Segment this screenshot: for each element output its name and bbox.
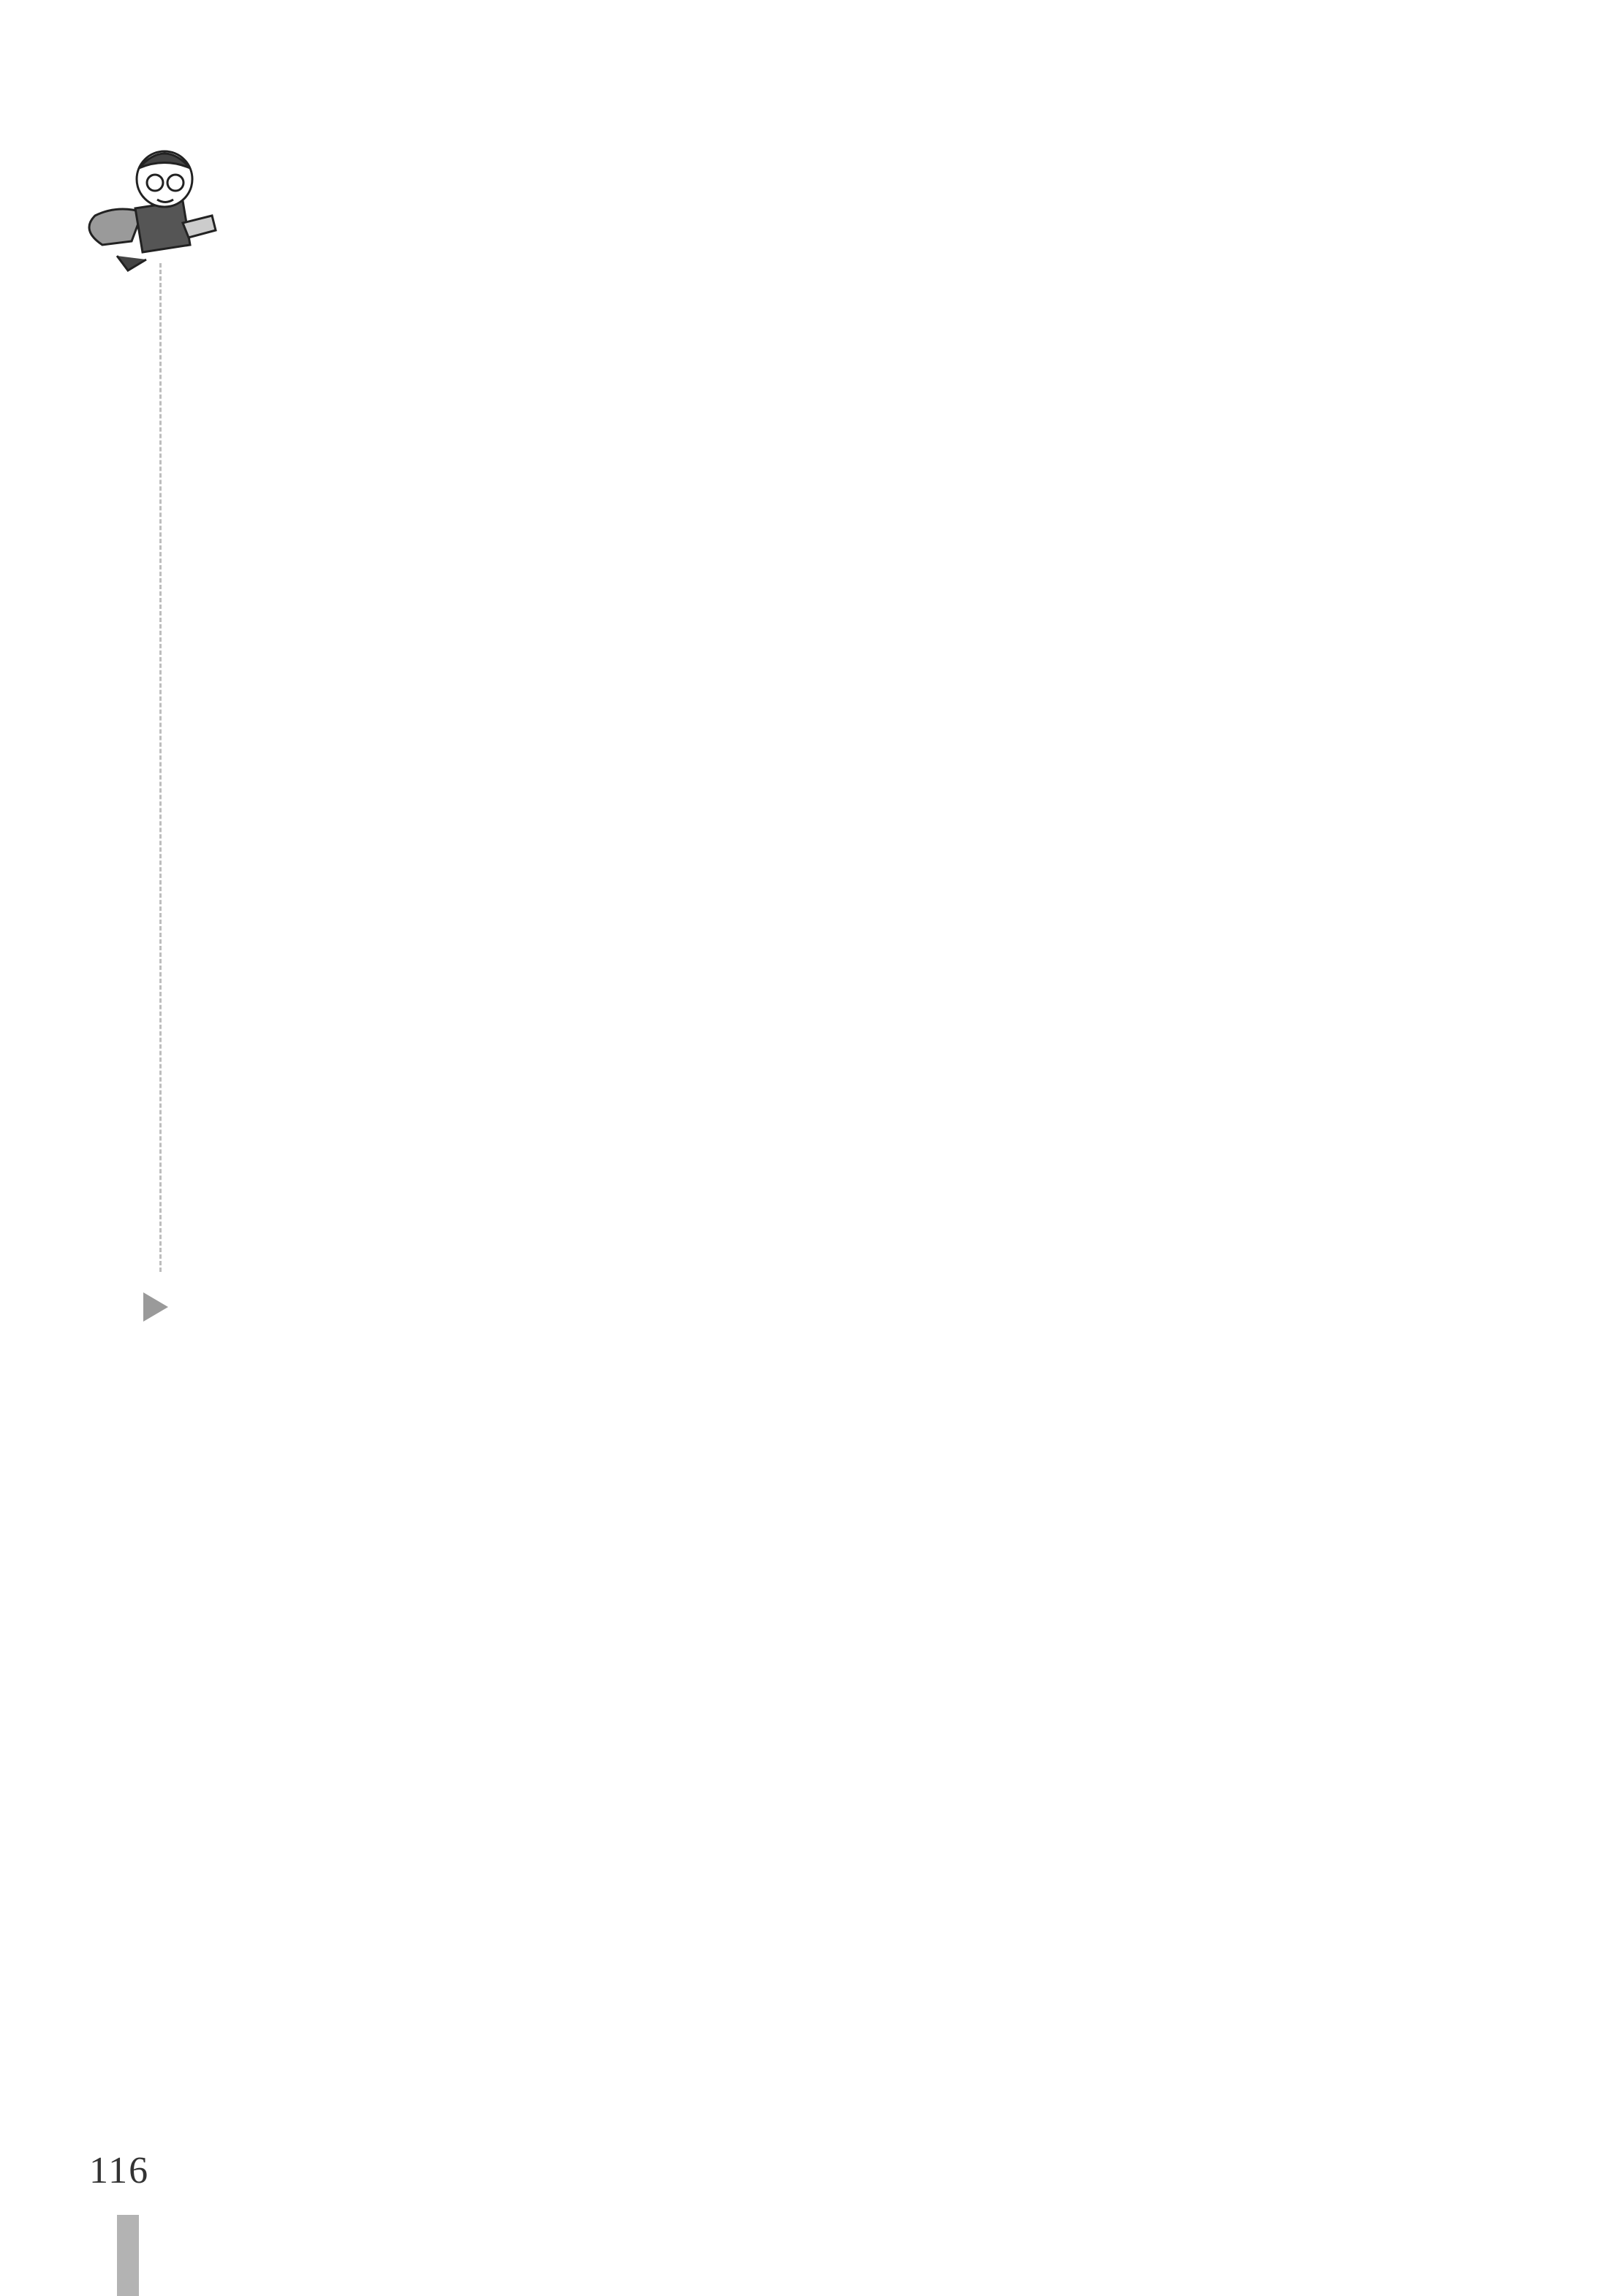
mascot-illustration-icon <box>73 135 219 274</box>
running-header <box>102 234 146 1243</box>
page-number: 116 <box>89 2150 150 2191</box>
body-text <box>219 219 1477 2025</box>
page-edge-tab <box>117 2215 139 2296</box>
header-divider <box>159 263 162 1272</box>
section-marker-triangle-icon <box>143 1292 168 1322</box>
